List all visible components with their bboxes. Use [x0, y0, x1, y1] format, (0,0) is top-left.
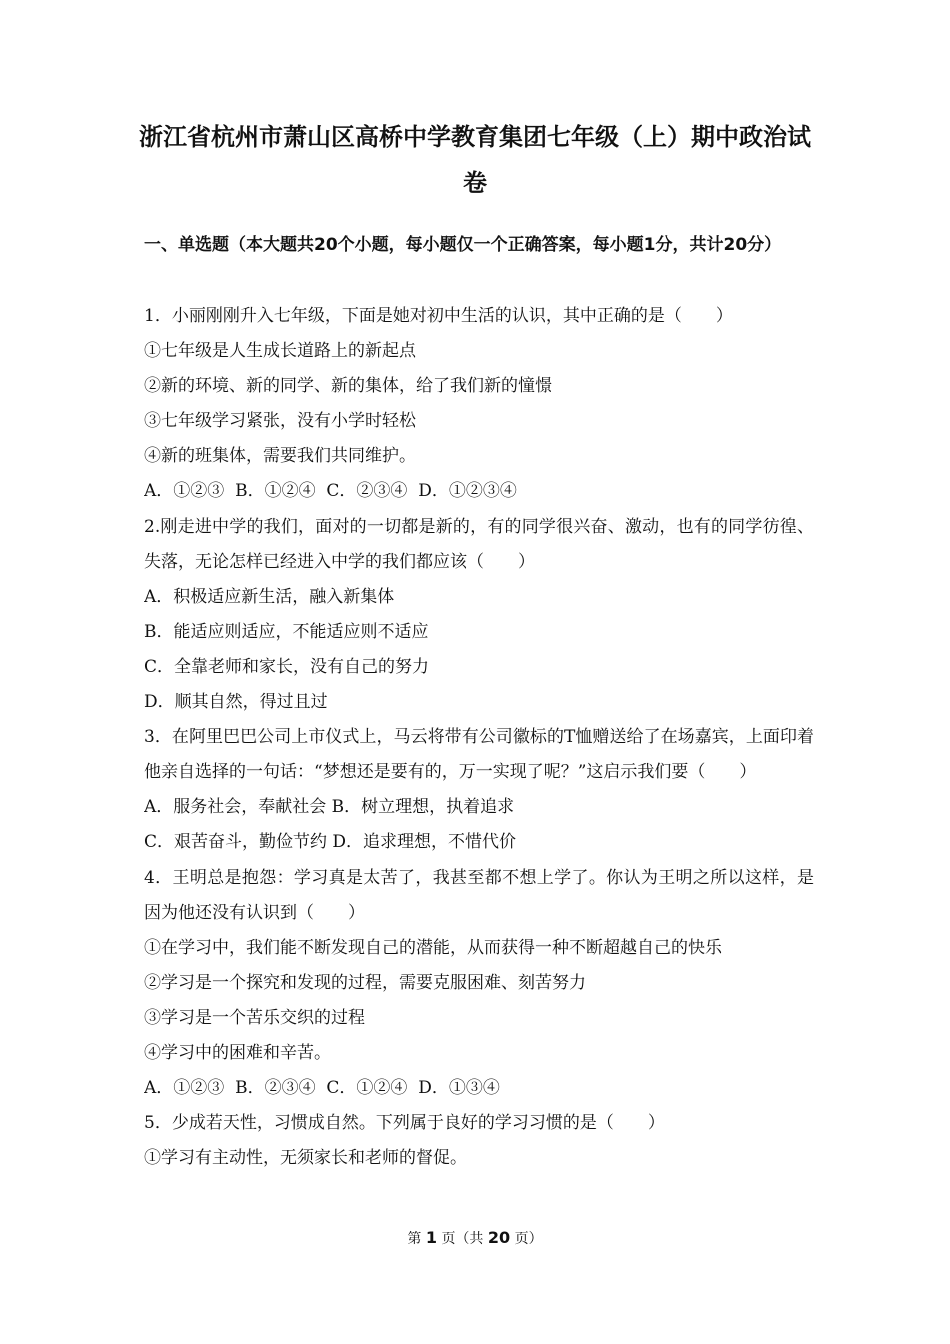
footer-middle: 页（共	[441, 1231, 484, 1247]
section-heading: 一、单选题（本大题共20个小题，每小题仅一个正确答案，每小题1分，共计20分）	[144, 235, 782, 255]
question-1-statement-3: ③七年级学习紧张，没有小学时轻松	[144, 411, 416, 432]
question-3-options-line-1: A．服务社会，奉献社会 B．树立理想，执着追求	[144, 797, 515, 818]
question-3-options-line-2: C．艰苦奋斗，勤俭节约 D．追求理想，不惜代价	[144, 832, 517, 853]
document-title: 浙江省杭州市萧山区高桥中学教育集团七年级（上）期中政治试卷	[139, 123, 811, 197]
question-1-statement-2: ②新的环境、新的同学、新的集体，给了我们新的憧憬	[144, 376, 552, 397]
question-5-statement-1: ①学习有主动性，无须家长和老师的督促。	[144, 1148, 467, 1169]
question-1-stem: 1．小丽刚刚升入七年级，下面是她对初中生活的认识，其中正确的是（ ）	[144, 306, 733, 326]
question-3-stem: 3．在阿里巴巴公司上市仪式上，马云将带有公司徽标的T恤赠送给了在场嘉宾，上面印着他亲自选择的一句话：“梦想还是要有的，万一实现了呢？”这启示我们要（ ）	[144, 727, 814, 783]
question-1-statement-4: ④新的班集体，需要我们共同维护。	[144, 446, 416, 467]
footer-suffix: 页）	[514, 1231, 543, 1247]
question-4-statement-1: ①在学习中，我们能不断发现自己的潜能，从而获得一种不断超越自己的快乐	[144, 937, 722, 958]
question-1-options: A．①②③ B．①②④ C．②③④ D．①②③④	[144, 481, 517, 502]
footer-prefix: 第	[407, 1231, 422, 1247]
question-5-stem: 5．少成若天性，习惯成自然。下列属于良好的学习习惯的是（ ）	[144, 1113, 665, 1134]
footer-total-pages: 20	[487, 1228, 511, 1247]
question-4-statement-3: ③学习是一个苦乐交织的过程	[144, 1007, 365, 1028]
question-2-option-d: D．顺其自然，得过且过	[144, 692, 328, 713]
question-2-option-c: C．全靠老师和家长，没有自己的努力	[144, 656, 430, 677]
question-2-stem: 2.刚走进中学的我们，面对的一切都是新的，有的同学很兴奋、激动，也有的同学彷徨、失落，无论怎样已经进入中学的我们都应该（ ）	[144, 516, 814, 572]
page-footer	[0, 1228, 950, 1249]
question-2-option-b: B．能适应则适应，不能适应则不适应	[144, 621, 429, 642]
question-4-statement-2: ②学习是一个探究和发现的过程，需要克服困难、刻苦努力	[144, 972, 586, 993]
footer-page-number: 1	[425, 1228, 437, 1247]
question-4-options: A．①②③ B．②③④ C．①②④ D．①③④	[144, 1078, 500, 1099]
question-1-statement-1: ①七年级是人生成长道路上的新起点	[144, 341, 416, 362]
question-list	[144, 299, 814, 1176]
question-4-statement-4: ④学习中的困难和辛苦。	[144, 1042, 331, 1063]
question-4-stem: 4．王明总是抱怨：学习真是太苦了，我甚至都不想上学了。你认为王明之所以这样，是因为他还没有认识到（ ）	[144, 867, 814, 923]
question-2-option-a: A．积极适应新生活，融入新集体	[144, 586, 395, 607]
